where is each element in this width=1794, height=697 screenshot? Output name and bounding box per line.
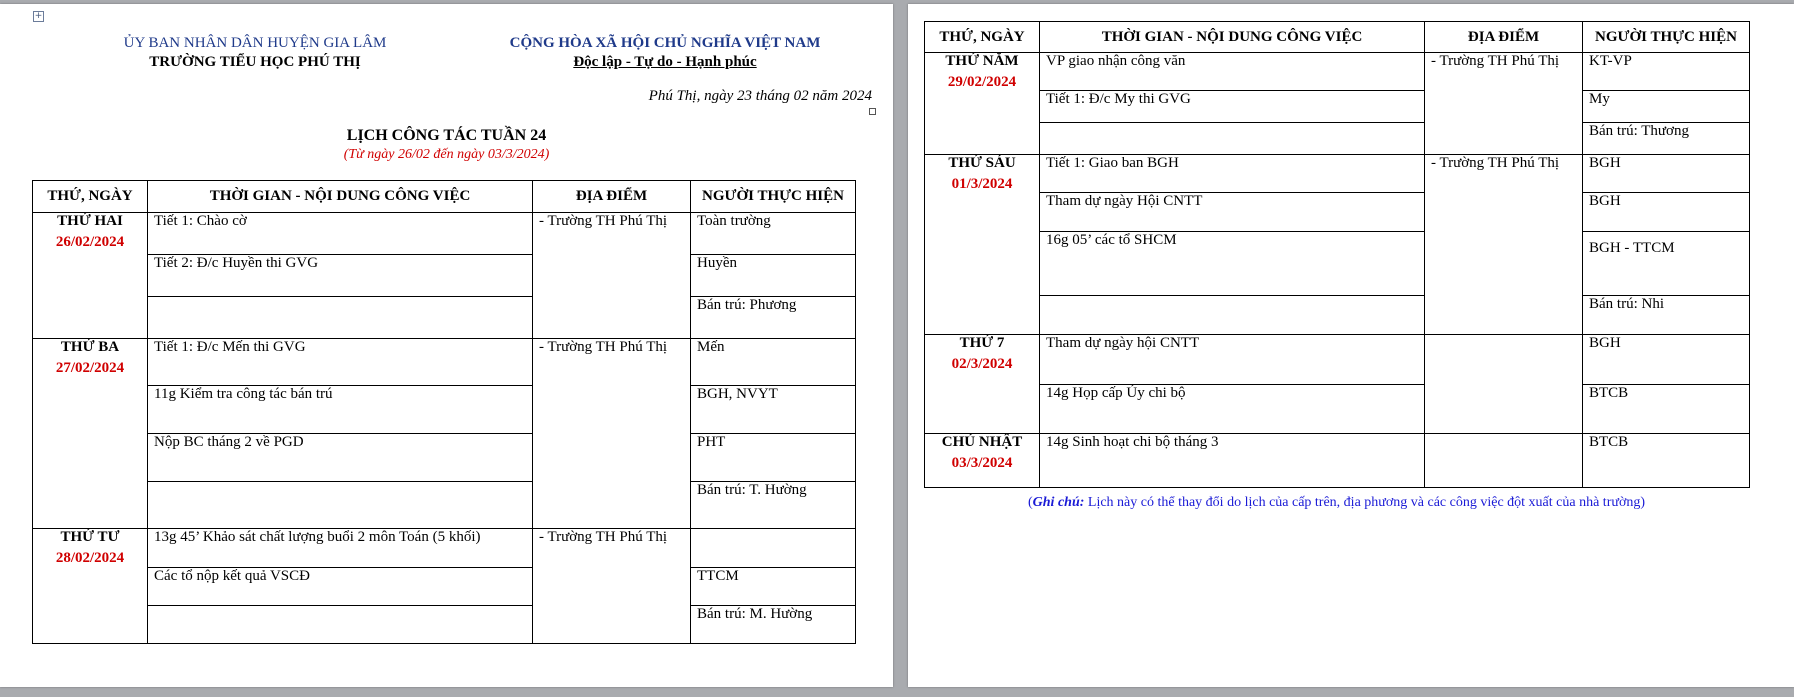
note-open: (: [1027, 495, 1033, 510]
table-row: [925, 155, 1750, 193]
person-cell[interactable]: Bán trú: Thương: [1583, 123, 1750, 155]
person-cell[interactable]: PHT: [691, 434, 856, 482]
content-cell[interactable]: VP giao nhận công văn: [1040, 53, 1425, 91]
organization-header: [110, 34, 400, 72]
person-cell[interactable]: BTCB: [1583, 434, 1750, 488]
location-cell[interactable]: - Trường TH Phú Thị: [1425, 53, 1583, 155]
schedule-table-page-1: [32, 180, 856, 644]
day-date: 26/02/2024: [55, 234, 125, 250]
header-person: NGƯỜI THỰC HIỆN: [1583, 22, 1750, 53]
header-location: ĐỊA ĐIỂM: [533, 181, 691, 213]
table-header-row: [33, 181, 856, 213]
content-cell[interactable]: 14g Họp cấp Ủy chi bộ: [1040, 385, 1425, 434]
table-row: [33, 297, 856, 339]
content-cell[interactable]: 11g Kiểm tra công tác bán trú: [148, 386, 533, 434]
person-cell[interactable]: Huyền: [691, 255, 856, 297]
table-move-handle-icon[interactable]: +: [34, 11, 43, 21]
day-cell-thu: [925, 53, 1040, 155]
location-cell[interactable]: - Trường TH Phú Thị: [533, 529, 691, 644]
content-cell[interactable]: [148, 297, 533, 339]
content-cell[interactable]: [148, 482, 533, 529]
header-content: THỜI GIAN - NỘI DUNG CÔNG VIỆC: [1040, 22, 1425, 53]
person-cell[interactable]: Bán trú: M. Hường: [691, 606, 856, 644]
content-cell[interactable]: Tiết 1: Giao ban BGH: [1040, 155, 1425, 193]
person-cell[interactable]: [691, 529, 856, 568]
location-cell[interactable]: - Trường TH Phú Thị: [1425, 155, 1583, 335]
person-cell[interactable]: Bán trú: T. Hường: [691, 482, 856, 529]
day-name: THỨ HAI: [57, 213, 123, 229]
day-cell-sat: [925, 335, 1040, 434]
location-cell[interactable]: - Trường TH Phú Thị: [533, 213, 691, 339]
header-location: ĐỊA ĐIỂM: [1425, 22, 1583, 53]
header-person: NGƯỜI THỰC HIỆN: [691, 181, 856, 213]
person-cell[interactable]: BGH: [1583, 335, 1750, 385]
location-cell[interactable]: [1425, 434, 1583, 488]
table-row: [925, 385, 1750, 434]
document-date: Phú Thị, ngày 23 tháng 02 năm 2024: [648, 88, 872, 104]
table-row: [925, 335, 1750, 385]
table-row: [925, 53, 1750, 91]
day-date: 02/3/2024: [951, 356, 1013, 372]
person-cell[interactable]: My: [1583, 91, 1750, 123]
table-row: [925, 123, 1750, 155]
table-row: [925, 91, 1750, 123]
document-page-2: [908, 4, 1794, 687]
header-content: THỜI GIAN - NỘI DUNG CÔNG VIỆC: [148, 181, 533, 213]
org-line-2: TRƯỜNG TIỂU HỌC PHÚ THỊ: [149, 54, 361, 70]
header-day: THỨ, NGÀY: [33, 181, 148, 213]
location-cell[interactable]: [1425, 335, 1583, 434]
content-cell[interactable]: Tiết 1: Đ/c Mến thi GVG: [148, 339, 533, 386]
content-cell[interactable]: Tham dự ngày hội CNTT: [1040, 335, 1425, 385]
content-cell[interactable]: Tiết 1: Chào cờ: [148, 213, 533, 255]
paragraph-mark-icon: [869, 108, 876, 115]
table-row: [33, 482, 856, 529]
day-date: 28/02/2024: [55, 550, 125, 566]
table-row: [33, 386, 856, 434]
day-cell-wed: [33, 529, 148, 644]
content-cell[interactable]: Tiết 2: Đ/c Huyền thi GVG: [148, 255, 533, 297]
table-row: [33, 339, 856, 386]
location-cell[interactable]: - Trường TH Phú Thị: [533, 339, 691, 529]
table-row: [33, 606, 856, 644]
day-date: 27/02/2024: [55, 360, 125, 376]
nation-motto: Độc lập - Tự do - Hạnh phúc: [573, 54, 757, 70]
person-cell[interactable]: Toàn trường: [691, 213, 856, 255]
content-cell[interactable]: 16g 05’ các tổ SHCM: [1040, 232, 1425, 296]
org-line-1: ỦY BAN NHÂN DÂN HUYỆN GIA LÂM: [123, 35, 387, 51]
table-row: [33, 434, 856, 482]
schedule-table-page-2: [924, 21, 1750, 488]
person-cell[interactable]: Bán trú: Nhi: [1583, 296, 1750, 335]
person-cell[interactable]: KT-VP: [1583, 53, 1750, 91]
content-cell[interactable]: [1040, 123, 1425, 155]
content-cell[interactable]: Tham dự ngày Hội CNTT: [1040, 193, 1425, 232]
document-page-1: [0, 4, 893, 687]
table-row: [925, 193, 1750, 232]
nation-header: [500, 34, 830, 72]
table-row: [925, 296, 1750, 335]
person-cell[interactable]: BGH: [1583, 155, 1750, 193]
day-name: THỨ NĂM: [945, 53, 1019, 69]
day-name: CHỦ NHẬT: [941, 434, 1023, 450]
day-name: THỨ SÁU: [948, 155, 1016, 171]
content-cell[interactable]: Nộp BC tháng 2 về PGD: [148, 434, 533, 482]
note-label: Ghi chú:: [1032, 495, 1085, 510]
day-name: THỨ 7: [959, 335, 1005, 351]
table-header-row: [925, 22, 1750, 53]
day-date: 01/3/2024: [951, 176, 1013, 192]
person-cell[interactable]: BTCB: [1583, 385, 1750, 434]
document-title: LỊCH CÔNG TÁC TUẦN 24: [346, 127, 547, 144]
person-cell[interactable]: TTCM: [691, 568, 856, 606]
content-cell[interactable]: Các tổ nộp kết quả VSCĐ: [148, 568, 533, 606]
person-cell[interactable]: BGH - TTCM: [1583, 232, 1750, 296]
day-cell-sun: [925, 434, 1040, 488]
table-row: [33, 255, 856, 297]
nation-line-1: CỘNG HÒA XÃ HỘI CHỦ NGHĨA VIỆT NAM: [509, 35, 821, 51]
person-cell[interactable]: BGH, NVYT: [691, 386, 856, 434]
content-cell[interactable]: Tiết 1: Đ/c My thi GVG: [1040, 91, 1425, 123]
content-cell[interactable]: [148, 606, 533, 644]
day-cell-mon: [33, 213, 148, 339]
day-cell-tue: [33, 339, 148, 529]
day-cell-fri: [925, 155, 1040, 335]
person-cell[interactable]: Bán trú: Phương: [691, 297, 856, 339]
content-cell[interactable]: 13g 45’ Khảo sát chất lượng buổi 2 môn Toán (5 khối): [148, 529, 533, 568]
document-subtitle: (Từ ngày 26/02 đến ngày 03/3/2024): [343, 147, 550, 162]
table-row: [33, 529, 856, 568]
table-row: [925, 434, 1750, 488]
footnote: [924, 495, 1749, 511]
table-row: [33, 568, 856, 606]
table-row: [925, 232, 1750, 296]
person-cell[interactable]: Mến: [691, 339, 856, 386]
day-name: THỨ BA: [60, 339, 120, 355]
day-date: 03/3/2024: [951, 455, 1013, 471]
person-cell[interactable]: BGH: [1583, 193, 1750, 232]
day-date: 29/02/2024: [947, 74, 1017, 90]
day-name: THỨ TƯ: [60, 529, 120, 545]
content-cell[interactable]: [1040, 296, 1425, 335]
table-row: [33, 213, 856, 255]
note-text: Lịch này có thể thay đổi do lịch của cấp trên, địa phương và các công việc đột xuất của nhà trường): [1084, 495, 1646, 510]
content-cell[interactable]: 14g Sinh hoạt chi bộ tháng 3: [1040, 434, 1425, 488]
header-day: THỨ, NGÀY: [925, 22, 1040, 53]
